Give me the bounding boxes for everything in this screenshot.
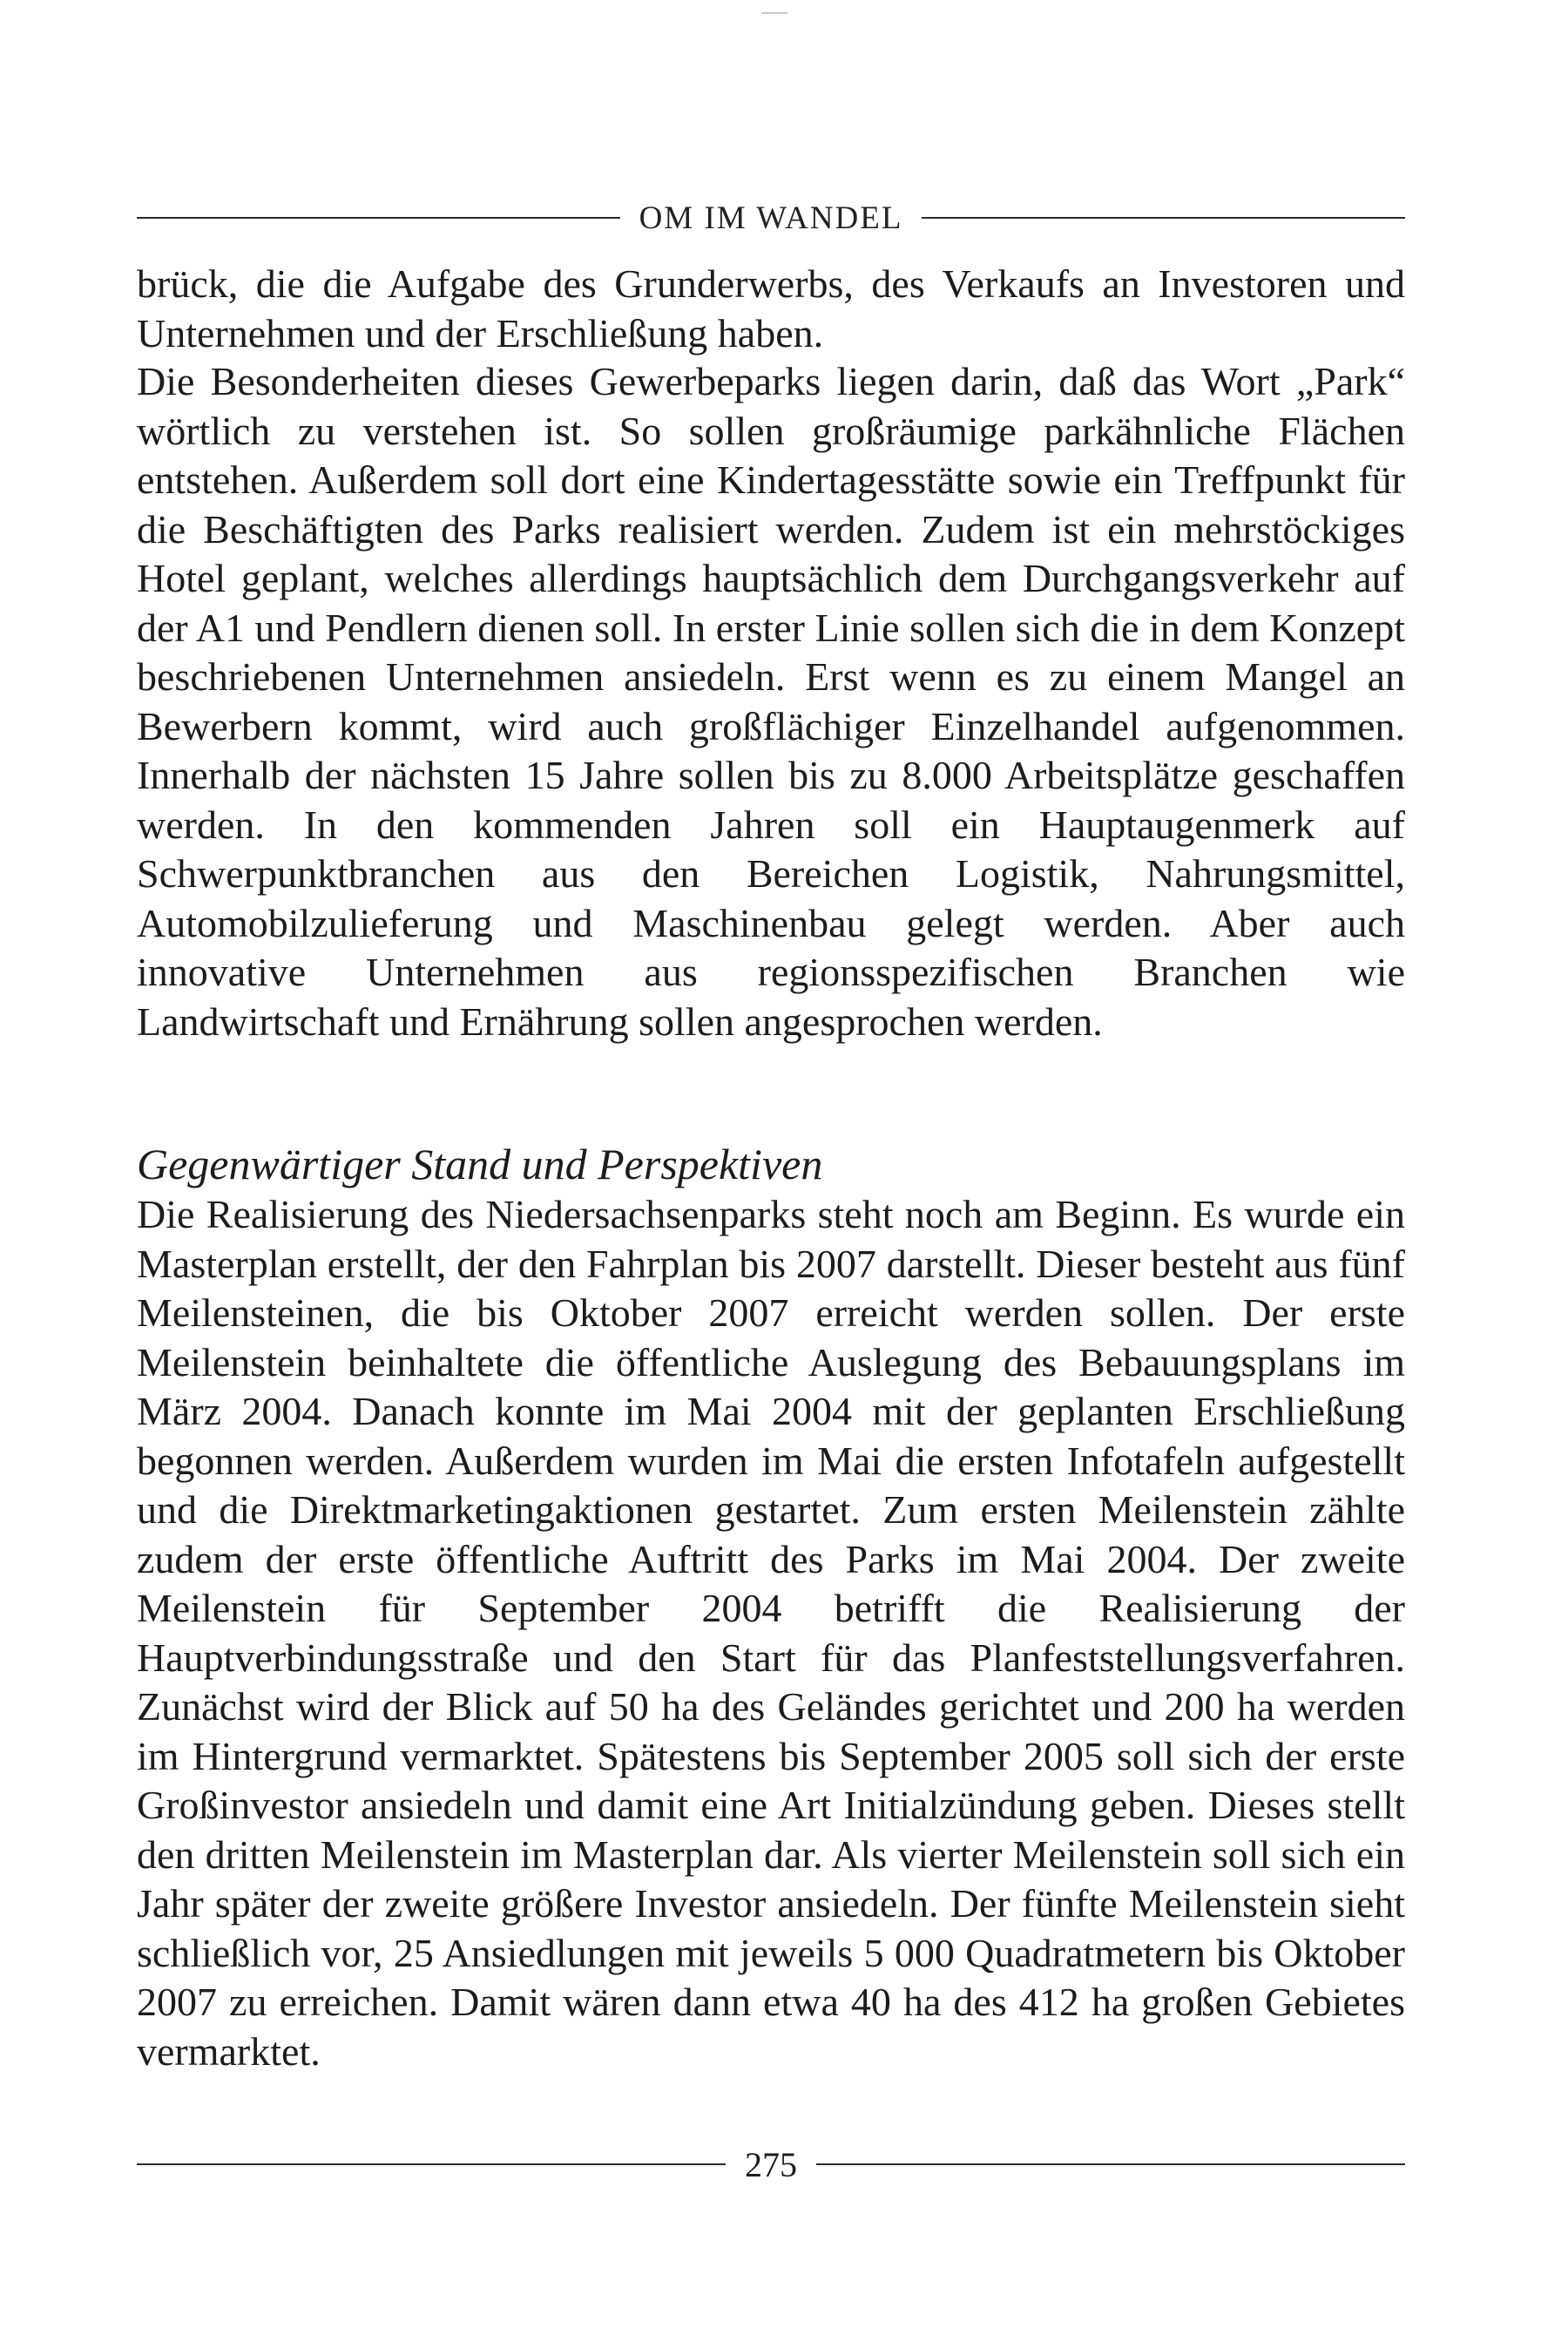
paragraph-continuation bbox=[137, 260, 1405, 358]
page-number: 275 bbox=[745, 2144, 797, 2184]
running-head-rule-right bbox=[922, 217, 1405, 219]
paragraph-text: brück, die die Aufgabe des Grunderwerbs, des Verkaufs an Investoren und Unternehmen und der Erschließung haben. bbox=[137, 261, 1405, 355]
paragraph-text: Die Realisierung des Niedersachsenparks steht noch am Beginn. Es wurde ein Masterplan erstellt, der den Fahrplan bis 2007 darstellt. Dieser besteht aus fünf Meilensteinen, die bis Oktober 2007 erreicht werden sollen. Der erste Meilenstein beinhaltete die öffentliche Auslegung des Bebauungsplans im März 2004. Danach konnte im Mai 2004 mit der geplanten Erschließung begonnen werden. Außerdem wurden im Mai die ersten Infotafeln aufgestellt und die Direktmarketingaktionen gestartet. Zum ersten Meilenstein zählte zudem der erste öffentliche Auftritt des Parks im Mai 2004. Der zweite Meilenstein für September 2004 betrifft die Realisierung der Hauptverbindungsstraße und den Start für das Planfeststellungsverfahren. Zunächst wird der Blick auf 50 ha des Geländes gerichtet und 200 ha werden im Hintergrund vermarktet. Spätestens bis September 2005 soll sich der erste Großinvestor ansiedeln und damit eine Art Initialzündung geben. Dieses stellt den dritten Meilenstein im Masterplan dar. Als vierter Meilenstein soll sich ein Jahr später der zweite größere Investor ansiedeln. Der fünfte Meilenstein sieht schließlich vor, 25 Ansiedlungen mit jeweils 5 000 Quadratmetern bis Oktober 2007 zu erreichen. Damit wären dann etwa 40 ha des 412 ha großen Gebietes vermarktet. bbox=[137, 1192, 1405, 2074]
footer-rule-left bbox=[137, 2163, 726, 2165]
page-footer bbox=[137, 2138, 1405, 2190]
footer-rule-right bbox=[816, 2163, 1405, 2165]
running-head-rule-left bbox=[137, 217, 620, 219]
running-head bbox=[137, 193, 1405, 242]
paragraph-text: Die Besonderheiten dieses Gewerbeparks liegen darin, daß das Wort „Park“ wörtlich zu verstehen ist. So sollen großräumige parkähnliche Flächen entstehen. Außerdem soll dort eine Kindertagesstätte sowie ein Treffpunkt für die Beschäftigten des Parks realisiert werden. Zudem ist ein mehrstöckiges Hotel geplant, welches allerdings hauptsächlich dem Durchgangsverkehr auf der A1 und Pendlern dienen soll. In erster Linie sollen sich die in dem Konzept beschriebenen Unternehmen ansiedeln. Erst wenn es zu einem Mangel an Bewerbern kommt, wird auch großflächiger Einzelhandel aufgenommen. Innerhalb der nächsten 15 Jahre sollen bis zu 8.000 Arbeitsplätze geschaffen werden. In den kommenden Jahren soll ein Hauptaugenmerk auf Schwerpunktbranchen aus den Bereichen Logistik, Nahrungsmittel, Automobilzulieferung und Maschinenbau gelegt werden. Aber auch innovative Unternehmen aus regionsspezifischen Branchen wie Landwirtschaft und Ernährung sollen angesprochen werden. bbox=[137, 359, 1405, 1044]
scan-mark bbox=[761, 12, 787, 14]
paragraph-gewerbepark bbox=[137, 357, 1405, 1046]
section-heading: Gegenwärtiger Stand und Perspektiven bbox=[137, 1140, 823, 1188]
paragraph-masterplan bbox=[137, 1190, 1405, 2076]
running-head-title: OM IM WANDEL bbox=[639, 200, 903, 236]
